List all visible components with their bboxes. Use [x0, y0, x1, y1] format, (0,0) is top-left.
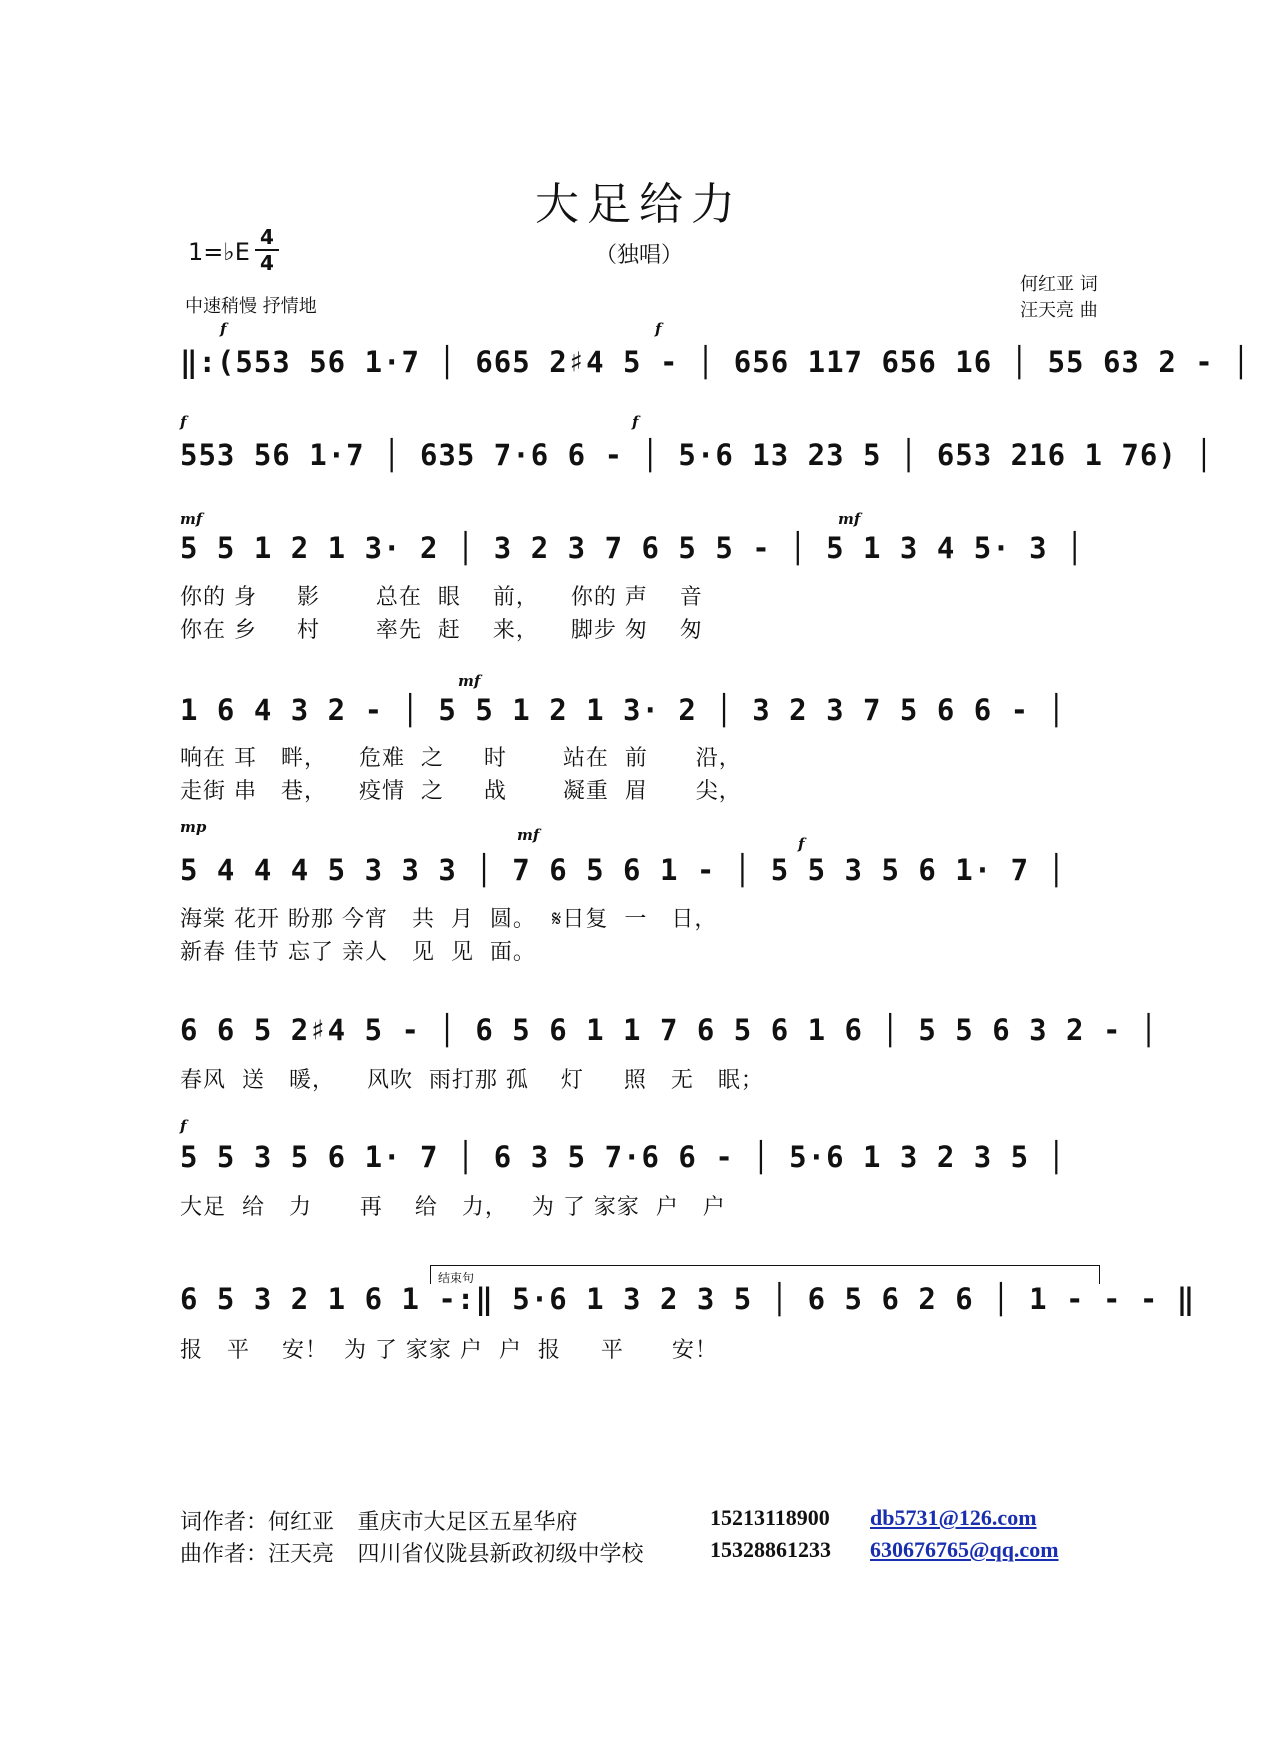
dynamic-marking: mf [517, 826, 540, 844]
ending-label: 结束句 [438, 1271, 475, 1285]
dynamic-marking: mf [180, 510, 203, 528]
footer-email-link[interactable]: 630676765@qq.com [870, 1537, 1059, 1562]
footer-address: 重庆市大足区五星华府 [357, 1509, 578, 1534]
dynamic-marking: mf [458, 672, 481, 690]
lyric-line: 春风 送 暖， 风吹 雨打那 孤 灯 照 无 眠； [180, 1068, 764, 1093]
footer-phone: 15213118900 [710, 1505, 830, 1530]
dynamic-marking: mp [180, 818, 207, 836]
dynamic-marking: f [655, 320, 662, 338]
meter-top: 4 [260, 225, 274, 249]
dynamic-marking: f [180, 413, 187, 431]
notation-line: 6 6 5 2♯4 5 - │ 6 5 6 1 1 7 6 5 6 1 6 │ 5 5 6 3 2 - │ [180, 1013, 1159, 1047]
footer-phone: 15328861233 [710, 1537, 831, 1562]
lyric-line: 报 平 安！ 为 了 家家 户 户 报 平 安！ [180, 1338, 718, 1363]
subtitle: （独唱） [594, 243, 683, 268]
dynamic-marking: mf [838, 510, 861, 528]
footer-email-link[interactable]: db5731@126.com [870, 1505, 1037, 1530]
meter-bottom: 4 [260, 251, 274, 275]
lyricist-credit: 何红亚 词 [1020, 274, 1098, 295]
ending-bracket [430, 1265, 1100, 1284]
notation-line: 5 5 3 5 6 1· 7 │ 6 3 5 7·6 6 - │ 5·6 1 3 2 3 5 │ [180, 1140, 1067, 1174]
dynamic-marking: f [798, 835, 805, 853]
key-signature: 1=♭E [188, 238, 250, 266]
footer-address: 四川省仪陇县新政初级中学校 [357, 1541, 644, 1566]
lyric-line: 响在 耳 畔， 危难 之 时 站在 前 沿， [180, 746, 742, 771]
time-signature [255, 226, 279, 274]
lyric-line: 新春 佳节 忘了 亲人 见 见 面。 [180, 940, 536, 965]
notation-line: 5 5 1 2 1 3· 2 │ 3 2 3 7 6 5 5 - │ 5 1 3 4 5· 3 │ [180, 531, 1085, 565]
lyric-line: 大足 给 力 再 给 力， 为 了 家家 户 户 [180, 1195, 726, 1220]
dynamic-marking: f [180, 1117, 187, 1135]
notation-line: 553 56 1·7 │ 635 7·6 6 - │ 5·6 13 23 5 │ 653 216 1 76) │ [180, 438, 1214, 472]
footer-row-lyricist [180, 1505, 1037, 1536]
lyric-line: 你的 身 影 总在 眼 前， 你的 声 音 [180, 585, 703, 610]
notation-line: 5 4 4 4 5 3 3 3 │ 7 6 5 6 1 - │ 5 5 3 5 6 1· 7 │ [180, 853, 1067, 887]
footer-role: 曲作者：汪天亮 [180, 1541, 335, 1566]
lyric-line: 走街 串 巷， 疫情 之 战 凝重 眉 尖， [180, 779, 742, 804]
footer-role: 词作者：何红亚 [180, 1509, 335, 1534]
notation-line: ‖:(553 56 1·7 │ 665 2♯4 5 - │ 656 117 656 16 │ 55 63 2 - │ [180, 345, 1251, 379]
notation-line: 6 5 3 2 1 6 1 -:‖ 5·6 1 3 2 3 5 │ 6 5 6 2 6 │ 1 - - - ‖ [180, 1282, 1196, 1316]
tempo-marking: 中速稍慢 抒情地 [185, 296, 317, 317]
dynamic-marking: f [220, 320, 227, 338]
lyric-line: 你在 乡 村 率先 赶 来， 脚步 匆 匆 [180, 618, 703, 643]
page-title: 大足给力 [535, 179, 743, 230]
notation-line: 1 6 4 3 2 - │ 5 5 1 2 1 3· 2 │ 3 2 3 7 5 6 6 - │ [180, 693, 1067, 727]
composer-credit: 汪天亮 曲 [1020, 300, 1098, 321]
dynamic-marking: f [632, 413, 639, 431]
footer-row-composer [180, 1537, 1059, 1568]
lyric-line: 海棠 花开 盼那 今宵 共 月 圆。 𝄋日复 一 日， [180, 907, 718, 932]
